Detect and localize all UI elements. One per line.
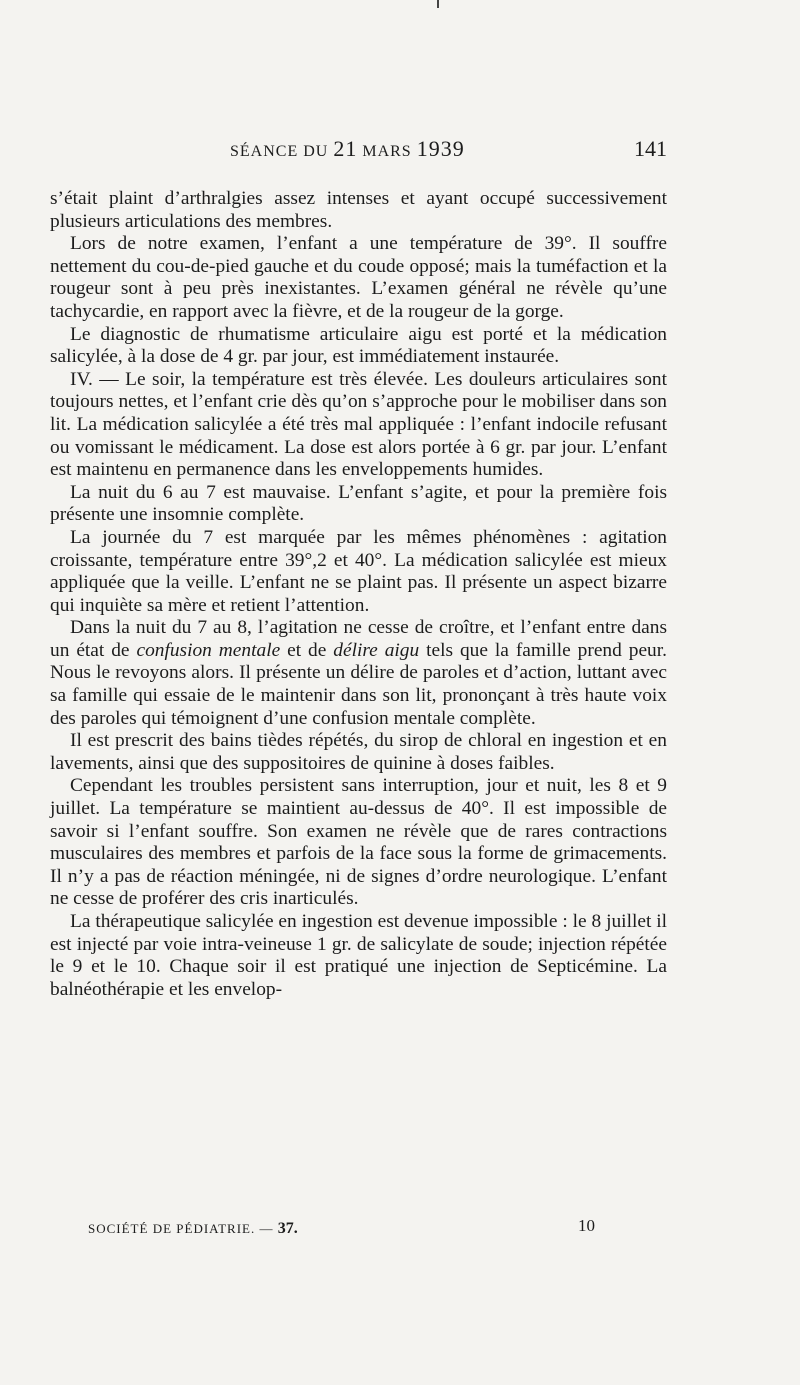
sheet-number: 10 bbox=[578, 1216, 595, 1235]
running-header bbox=[50, 136, 667, 168]
paragraph: La nuit du 6 au 7 est mauvaise. L’enfant s’agite, et pour la première fois présente une insomnie complète. bbox=[50, 481, 667, 526]
printer-signature: SOCIÉTÉ DE PÉDIATRIE. — 37. bbox=[88, 1220, 298, 1237]
page-footer bbox=[88, 1216, 608, 1242]
paragraph: Dans la nuit du 7 au 8, l’agitation ne cesse de croître, et l’enfant entre dans un état de confusion mentale et de délire aigu tels que la famille prend peur. Nous le revoyons alors. Il présente un délire de paroles et d’action, luttant avec sa famille qui essaie de le maintenir dans son lit, prononçant à très haute voix des paroles qui témoignent d’une confusion mentale complète. bbox=[50, 617, 667, 729]
paragraph: Il est prescrit des bains tièdes répétés, du sirop de chloral en ingestion et en lavements, ainsi que des suppositoires de quinine à doses faibles. bbox=[50, 730, 667, 774]
paragraph: Lors de notre examen, l’enfant a une température de 39°. Il souffre nettement du cou-de-pied gauche et du coude opposé; mais la tuméfaction et la rougeur sont à peu près inexistantes. L’examen général ne révèle qu’une tachycardie, en rapport avec la fièvre, et de la rougeur de la gorge. bbox=[50, 233, 667, 322]
italic-term: confusion mentale bbox=[136, 639, 281, 661]
paragraph: La thérapeutique salicylée en ingestion est devenue impossible : le 8 juillet il est injecté par voie intra-veineuse 1 gr. de salicylate de soude; injection répétée le 9 et le 10. Chaque soir il est pratiqué une injection de Septicémine. La balnéothérapie et les envelop- bbox=[50, 911, 667, 1000]
paragraph: IV. — Le soir, la température est très élevée. Les douleurs articulaires sont toujours nettes, et l’enfant crie dès qu’on s’approche pour le mobiliser dans son lit. La médication salicylée a été très mal appliquée : l’enfant indocile refusant ou vomissant le médicament. La dose est alors portée à 6 gr. par jour. L’enfant est maintenu en permanence dans les enveloppements humides. bbox=[50, 368, 667, 481]
paragraph: Cependant les troubles persistent sans interruption, jour et nuit, les 8 et 9 juillet. La température se maintient au-dessus de 40°. Il est impossible de savoir si l’enfant souffre. Son examen ne révèle que de rares contractions musculaires des membres et parfois de la face sous la forme de grimacements. Il n’y a pas de réaction méningée, ni de signes d’ordre neurologique. L’enfant ne cesse de proférer des cris inarticulés. bbox=[50, 775, 667, 910]
paragraph: s’était plaint d’arthralgies assez intenses et ayant occupé successivement plusieurs articulations des membres. bbox=[50, 188, 667, 232]
scan-mark bbox=[437, 0, 439, 8]
header-title: SÉANCE DU 21 MARS 1939 bbox=[230, 136, 465, 161]
body-text bbox=[50, 188, 667, 1001]
paragraph: Le diagnostic de rhumatisme articulaire aigu est porté et la médication salicylée, à la dose de 4 gr. par jour, est immédiatement instaurée. bbox=[50, 323, 667, 368]
page-number: 141 bbox=[634, 136, 667, 161]
paragraph: La journée du 7 est marquée par les mêmes phénomènes : agitation croissante, température entre 39°,2 et 40°. La médication salicylée est mieux appliquée que la veille. L’enfant ne se plaint pas. Il présente un aspect bizarre qui inquiète sa mère et retient l’attention. bbox=[50, 526, 667, 616]
italic-term: délire aigu bbox=[333, 639, 420, 661]
